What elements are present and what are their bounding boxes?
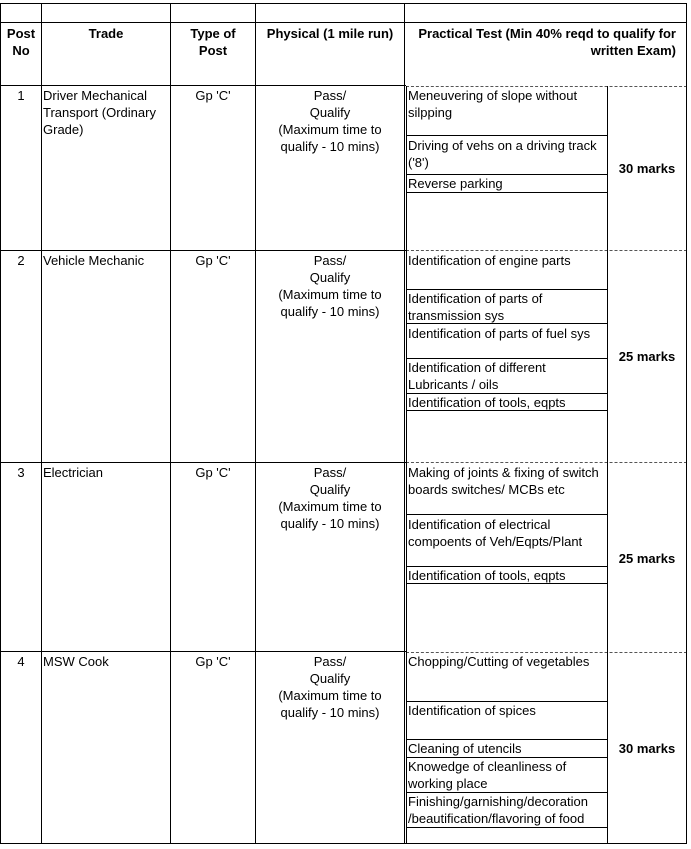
trade-name: Driver Mechanical Transport (Ordinary Grade) xyxy=(43,88,156,137)
physical-requirement xyxy=(256,653,404,721)
post-no: 3 xyxy=(17,465,25,480)
physical-line: Qualify xyxy=(309,270,351,285)
grid-line xyxy=(607,86,608,843)
practical-test-item: Chopping/Cutting of vegetables xyxy=(408,654,590,669)
physical-line: Qualify xyxy=(309,482,351,497)
grid-line xyxy=(686,3,687,844)
physical-line: qualify - 10 mins) xyxy=(280,705,380,720)
practical-test-item: Identification of electrical compoents of Veh/Eqpts/Plant xyxy=(408,517,583,549)
grid-line xyxy=(0,462,406,463)
physical-line: Qualify xyxy=(309,105,351,120)
grid-line xyxy=(406,86,407,843)
grid-line xyxy=(170,3,171,844)
physical-requirement xyxy=(256,87,404,155)
type-of-post: Gp 'C' xyxy=(195,253,231,268)
practical-test-item: Identification of different Lubricants / oils xyxy=(408,360,546,392)
marks: 25 marks xyxy=(618,551,676,566)
grid-line xyxy=(406,827,607,828)
header-type-of-post: Type of Post xyxy=(190,26,236,58)
physical-line: qualify - 10 mins) xyxy=(280,139,380,154)
physical-requirement xyxy=(256,464,404,532)
physical-line: qualify - 10 mins) xyxy=(280,304,380,319)
type-of-post: Gp 'C' xyxy=(195,465,231,480)
grid-line xyxy=(0,85,406,86)
physical-line: Pass/ xyxy=(313,88,347,103)
header-practical: Practical Test (Min 40% reqd to qualify for written Exam) xyxy=(418,26,676,58)
physical-line: qualify - 10 mins) xyxy=(280,516,380,531)
grid-line xyxy=(406,514,607,515)
grid-line xyxy=(0,22,687,23)
practical-test-item: Identification of parts of transmission sys xyxy=(408,291,543,323)
practical-test-item: Identification of parts of fuel sys xyxy=(408,326,591,341)
grid-line xyxy=(406,250,687,251)
physical-line: Qualify xyxy=(309,671,351,686)
marks: 25 marks xyxy=(618,349,676,364)
post-no: 2 xyxy=(17,253,25,268)
grid-line xyxy=(404,3,405,844)
practical-test-item: Identification of tools, eqpts xyxy=(408,395,566,410)
physical-line: (Maximum time to xyxy=(278,499,382,514)
grid-line xyxy=(0,250,406,251)
marks: 30 marks xyxy=(618,161,676,176)
trade-name: Electrician xyxy=(43,465,103,480)
practical-test-item: Cleaning of utencils xyxy=(408,741,522,756)
practical-test-item: Knowedge of cleanliness of working place xyxy=(408,759,567,791)
marks: 30 marks xyxy=(618,741,676,756)
type-of-post: Gp 'C' xyxy=(195,88,231,103)
header-physical: Physical (1 mile run) xyxy=(266,26,394,41)
practical-test-item: Identification of engine parts xyxy=(408,253,571,268)
post-no: 4 xyxy=(17,654,25,669)
post-no: 1 xyxy=(17,88,25,103)
physical-line: (Maximum time to xyxy=(278,688,382,703)
type-of-post: Gp 'C' xyxy=(195,654,231,669)
practical-test-item: Making of joints & fixing of switch boards switches/ MCBs etc xyxy=(408,465,599,497)
physical-requirement xyxy=(256,252,404,320)
grid-line xyxy=(0,3,1,844)
practical-test-item: Identification of tools, eqpts xyxy=(408,568,566,583)
practical-test-item: Meneuvering of slope without silpping xyxy=(408,88,578,120)
grid-line xyxy=(406,462,687,463)
grid-line xyxy=(406,135,607,136)
grid-line xyxy=(0,651,406,652)
practical-test-item: Reverse parking xyxy=(408,176,503,191)
physical-line: (Maximum time to xyxy=(278,287,382,302)
grid-line xyxy=(406,192,607,193)
grid-line xyxy=(0,843,687,844)
header-post-no: Post No xyxy=(6,26,36,58)
trade-name: MSW Cook xyxy=(43,654,109,669)
physical-line: Pass/ xyxy=(313,253,347,268)
physical-line: Pass/ xyxy=(313,465,347,480)
header-trade: Trade xyxy=(88,26,124,41)
practical-test-item: Finishing/garnishing/decoration /beautification/flavoring of food xyxy=(408,794,588,826)
practical-test-item: Driving of vehs on a driving track ('8') xyxy=(408,138,597,170)
trade-name: Vehicle Mechanic xyxy=(43,253,145,268)
grid-line xyxy=(0,3,687,4)
physical-line: (Maximum time to xyxy=(278,122,382,137)
physical-line: Pass/ xyxy=(313,654,347,669)
practical-test-item: Identification of spices xyxy=(408,703,536,718)
grid-line xyxy=(41,3,42,844)
